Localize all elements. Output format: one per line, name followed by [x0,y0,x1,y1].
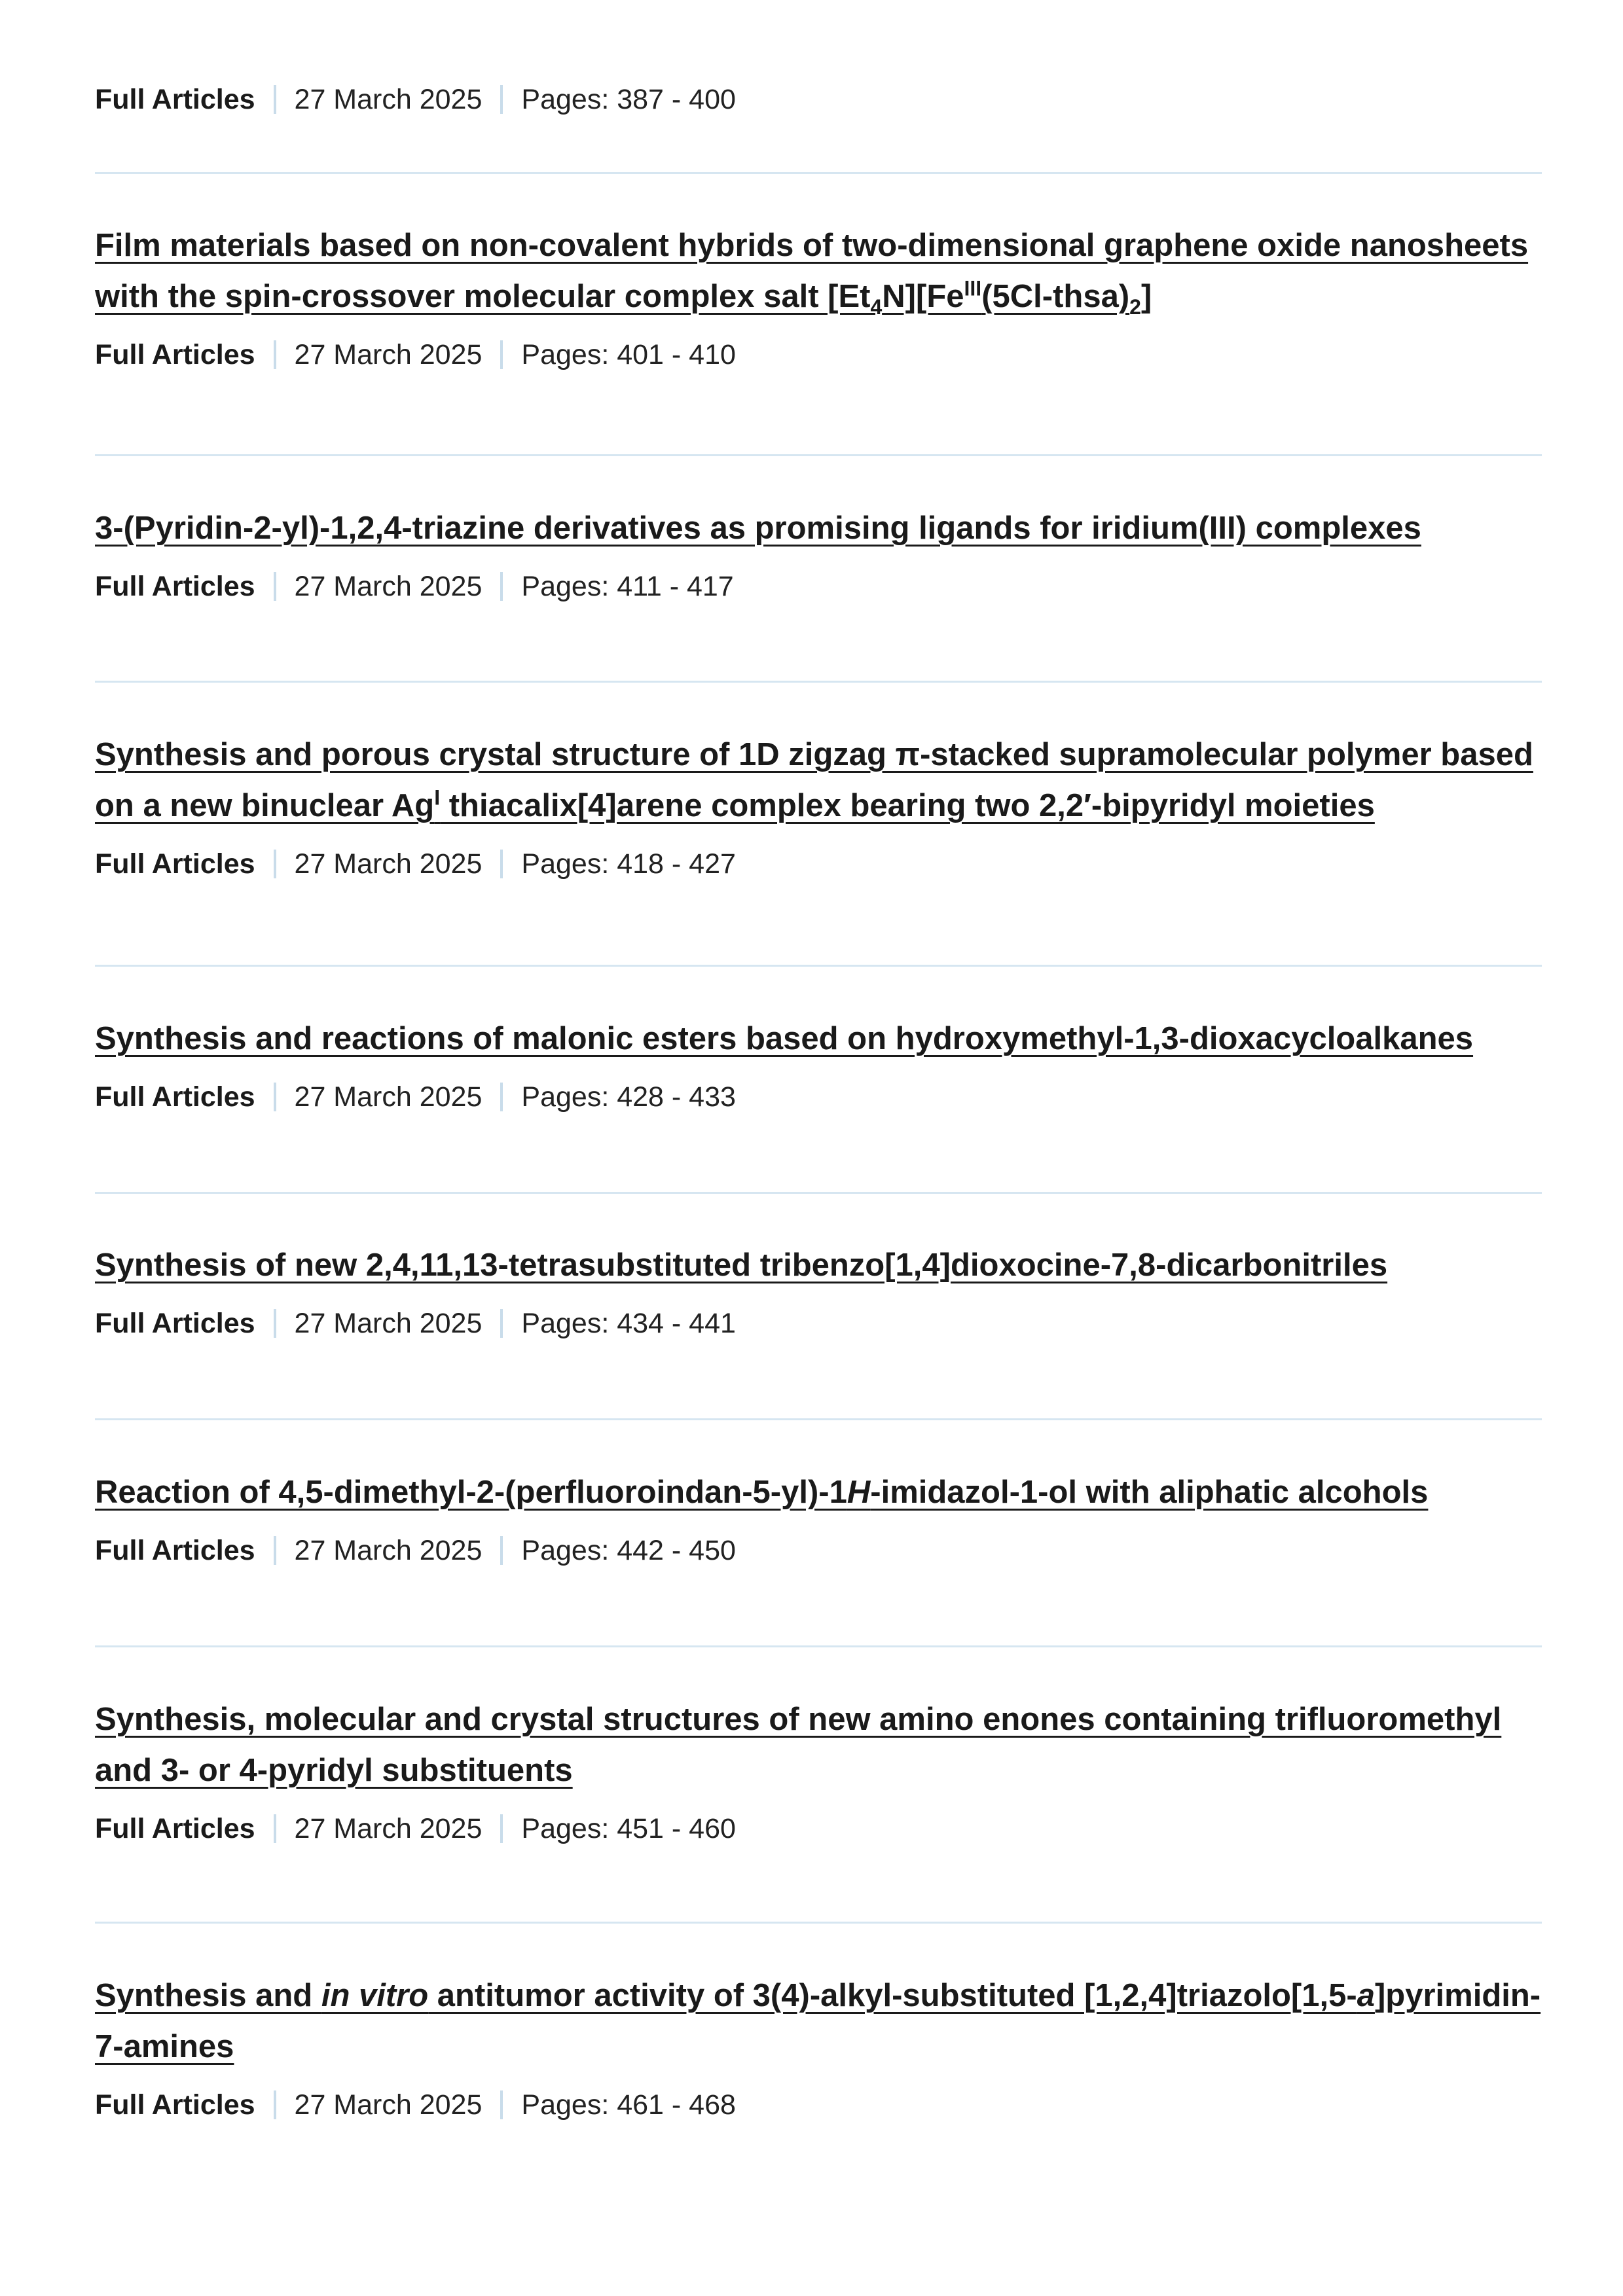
article-pages: Pages: 461 - 468 [521,2089,736,2121]
divider [95,681,1542,683]
title-text-run: Synthesis and porous crystal structure of 1D zigzag π-stacked supramolecular polymer based on a new binuclear Ag [95,737,1533,823]
article-title-link[interactable] [95,1247,1387,1283]
meta-separator [500,1814,503,1843]
meta-separator [500,572,503,601]
divider [95,1922,1542,1924]
title-text-run: Synthesis and [95,1978,321,2013]
article-title [95,1970,1542,2072]
title-text-run: N][Fe [882,279,964,314]
article-title-link[interactable] [95,1702,1501,1788]
article-title-link[interactable] [95,737,1533,823]
article-pages: Pages: 387 - 400 [521,84,736,115]
meta-separator [500,2090,503,2119]
meta-separator [274,85,276,114]
title-text-run: in vitro [321,1978,429,2013]
article-type: Full Articles [95,1081,255,1113]
article-item [95,1240,1542,1343]
article-meta [95,80,1542,119]
title-text-run: antitumor activity of 3(4)-alkyl-substituted [1,2,4]triazolo[1,5- [428,1978,1357,2013]
meta-separator [500,1083,503,1111]
title-text-run: 4 [870,295,883,319]
title-text-run: thiacalix[4]arene complex bearing two 2,2′-bipyridyl moieties [440,788,1375,823]
article-type: Full Articles [95,84,255,115]
title-text-run: Reaction of 4,5-dimethyl-2-(perfluoroindan-5-yl)-1 [95,1475,847,1510]
article-item [95,1467,1542,1570]
meta-separator [500,85,503,114]
article-meta [95,1809,1542,1848]
article-pages: Pages: 418 - 427 [521,848,736,880]
article-title [95,729,1542,831]
title-text-run: a [1357,1978,1375,2013]
article-title [95,1240,1542,1291]
article-pages: Pages: 434 - 441 [521,1308,736,1339]
meta-separator [274,1083,276,1111]
article-date: 27 March 2025 [294,339,483,370]
article-type: Full Articles [95,1813,255,1844]
article-meta [95,844,1542,884]
article-item [95,220,1542,374]
divider [95,965,1542,967]
meta-separator [500,1309,503,1338]
divider [95,454,1542,456]
title-text-run: (5Cl-thsa) [981,279,1130,314]
meta-separator [274,1814,276,1843]
title-text-run: ]pyrimidin-7-amines [95,1978,1541,2064]
article-title [95,1467,1542,1518]
article-meta [95,335,1542,374]
article-title-link[interactable] [95,228,1529,319]
divider [95,1645,1542,1647]
article-type: Full Articles [95,571,255,602]
meta-separator [274,1536,276,1565]
meta-separator [500,1536,503,1565]
title-text-run: H [847,1475,871,1510]
article-item [95,1694,1542,1848]
article-date: 27 March 2025 [294,1081,483,1113]
article-pages: Pages: 428 - 433 [521,1081,736,1113]
meta-separator [274,572,276,601]
article-type: Full Articles [95,1308,255,1339]
article-meta [95,1531,1542,1570]
article-date: 27 March 2025 [294,848,483,880]
meta-separator [274,2090,276,2119]
article-date: 27 March 2025 [294,1308,483,1339]
title-text-run: -imidazol-1-ol with aliphatic alcohols [870,1475,1429,1510]
title-text-run: Synthesis of new 2,4,11,13-tetrasubstituted tribenzo[1,4]dioxocine-7,8-dicarbonitriles [95,1247,1388,1283]
title-text-run: ] [1140,279,1152,314]
title-text-run: Synthesis, molecular and crystal structures of new amino enones containing trifluoromethyl and 3- or 4-pyridyl substituents [95,1702,1502,1788]
meta-separator [274,340,276,369]
title-text-run: 3-(Pyridin-2-yl)-1,2,4-triazine derivatives as promising ligands for iridium(III) complexes [95,511,1421,546]
article-title-link[interactable] [95,1475,1428,1510]
article-pages: Pages: 411 - 417 [521,571,734,602]
article-item [95,729,1542,884]
meta-separator [274,1309,276,1338]
title-text-run: 2 [1129,295,1141,319]
meta-separator [500,850,503,878]
article-type: Full Articles [95,339,255,370]
divider [95,172,1542,174]
article-title [95,1013,1542,1064]
divider [95,1418,1542,1420]
article-meta [95,2085,1542,2125]
article-meta [95,1304,1542,1343]
article-pages: Pages: 401 - 410 [521,339,736,370]
article-item [95,80,1542,119]
article-item [95,1970,1542,2125]
article-type: Full Articles [95,1535,255,1566]
article-title [95,220,1542,322]
article-type: Full Articles [95,2089,255,2121]
article-pages: Pages: 442 - 450 [521,1535,736,1566]
article-title [95,1694,1542,1796]
article-title-link[interactable] [95,1978,1541,2064]
article-item [95,1013,1542,1117]
title-text-run: Film materials based on non-covalent hybrids of two-dimensional graphene oxide nanosheets with the spin-crossover molecular complex salt [Et [95,228,1529,314]
article-date: 27 March 2025 [294,1535,483,1566]
divider [95,1192,1542,1194]
title-text-run: I [434,785,441,810]
article-title-link[interactable] [95,1021,1473,1056]
meta-separator [500,340,503,369]
article-date: 27 March 2025 [294,571,483,602]
article-item [95,503,1542,606]
article-date: 27 March 2025 [294,1813,483,1844]
article-type: Full Articles [95,848,255,880]
article-meta [95,567,1542,606]
article-title [95,503,1542,554]
article-date: 27 March 2025 [294,84,483,115]
article-meta [95,1077,1542,1117]
title-text-run: Synthesis and reactions of malonic esters based on hydroxymethyl-1,3-dioxacycloalkanes [95,1021,1474,1056]
article-pages: Pages: 451 - 460 [521,1813,736,1844]
article-date: 27 March 2025 [294,2089,483,2121]
meta-separator [274,850,276,878]
title-text-run: III [964,276,982,300]
article-title-link[interactable] [95,511,1421,546]
